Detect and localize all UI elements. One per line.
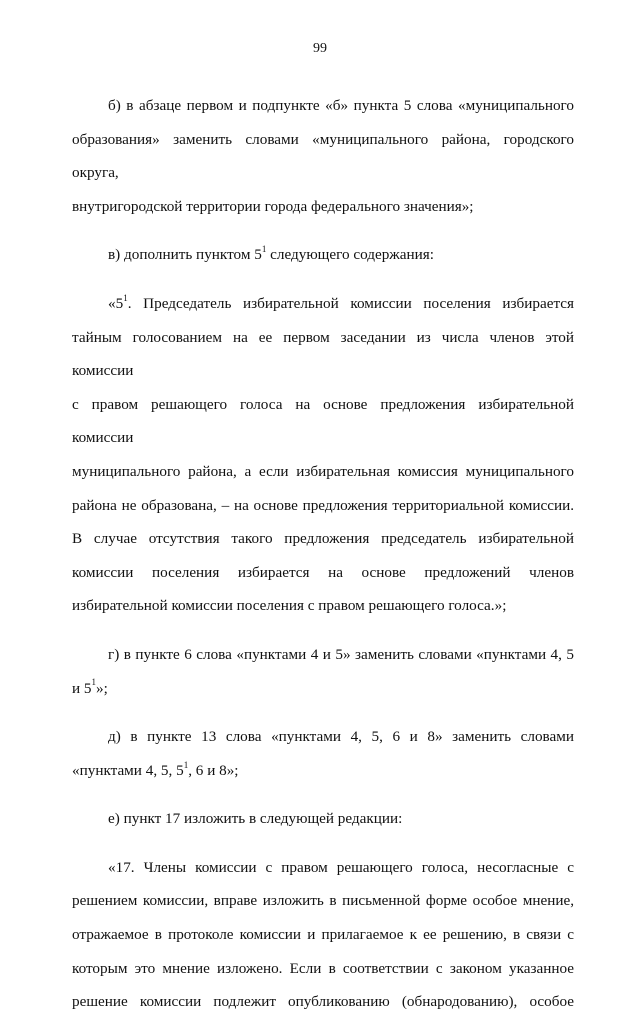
text-run: следующего содержания: (266, 246, 434, 264)
text-line (72, 851, 574, 885)
text-run: в) дополнить пунктом 5 (108, 246, 262, 264)
text-line (72, 918, 574, 952)
text-line (72, 489, 574, 523)
superscript: 1 (183, 759, 189, 770)
text-run: «17. Члены комиссии с правом решающего голоса, несогласные с (108, 858, 574, 876)
text-line (72, 589, 574, 623)
text-line (72, 89, 574, 123)
text-line (72, 238, 574, 272)
text-run: б) в абзаце первом и подпункте «б» пункта 5 слова «муниципального (108, 97, 574, 114)
text-line (72, 190, 574, 224)
text-line (72, 985, 574, 1019)
paragraph (72, 238, 574, 272)
text-line (72, 802, 574, 836)
text-run: е) пункт 17 изложить в следующей редакции: (108, 810, 403, 828)
text-run: решение комиссии подлежит опубликованию (обнародованию), особое (72, 993, 574, 1011)
text-run: отражаемое в протоколе комиссии и прилагаемое к ее решению, в связи с (72, 926, 574, 944)
text-run: , 6 и 8»; (188, 761, 239, 779)
text-run: тайным голосованием на ее первом заседании из числа членов этой комиссии (72, 328, 574, 380)
text-run: которым это мнение изложено. Если в соответствии с законом указанное (72, 959, 574, 977)
paragraph (72, 720, 574, 787)
text-run: В случае отсутствия такого предложения председатель избирательной (72, 530, 574, 548)
text-run: «пунктами 4, 5, 5 (72, 761, 184, 779)
text-run: комиссии поселения избирается на основе предложений членов (72, 563, 574, 581)
text-line (72, 321, 574, 388)
text-run: г) в пункте 6 слова «пунктами 4 и 5» заменить словами «пунктами 4, 5 (108, 645, 574, 663)
paragraph (72, 89, 574, 223)
superscript: 1 (91, 677, 97, 688)
text-line (72, 123, 574, 190)
text-run: внутригородской территории города федерального значения»; (72, 197, 474, 215)
paragraph (72, 802, 574, 836)
text-run: и 5 (72, 679, 92, 697)
paragraph (72, 851, 574, 1019)
superscript: 1 (261, 244, 267, 255)
paragraph (72, 638, 574, 705)
text-run: «5 (108, 294, 124, 312)
text-line (72, 522, 574, 556)
text-run: решением комиссии, вправе изложить в письменной форме особое мнение, (72, 892, 574, 910)
text-line (72, 672, 574, 706)
text-line (72, 952, 574, 986)
document-body (72, 89, 574, 1034)
text-line (72, 754, 574, 788)
text-line (72, 455, 574, 489)
text-line (72, 638, 574, 672)
text-run: района не образована, – на основе предложения территориальной комиссии. (72, 496, 574, 514)
text-run: образования» заменить словами «муниципального района, городского округа, (72, 130, 574, 182)
text-run: избирательной комиссии поселения с правом решающего голоса.»; (72, 597, 507, 615)
text-line (72, 556, 574, 590)
text-line (72, 884, 574, 918)
text-line (72, 388, 574, 455)
paragraph (72, 287, 574, 623)
text-run: . Председатель избирательной комиссии поселения избирается (127, 294, 574, 312)
text-run: »; (96, 679, 108, 697)
text-line (72, 287, 574, 321)
text-run: муниципального района, а если избирательная комиссия муниципального (72, 462, 574, 480)
page-number: 99 (313, 41, 327, 56)
superscript: 1 (123, 292, 128, 303)
text-line (72, 720, 574, 754)
text-run: с правом решающего голоса на основе предложения избирательной комиссии (72, 395, 574, 447)
text-run: д) в пункте 13 слова «пунктами 4, 5, 6 и 8» заменить словами (108, 728, 574, 746)
